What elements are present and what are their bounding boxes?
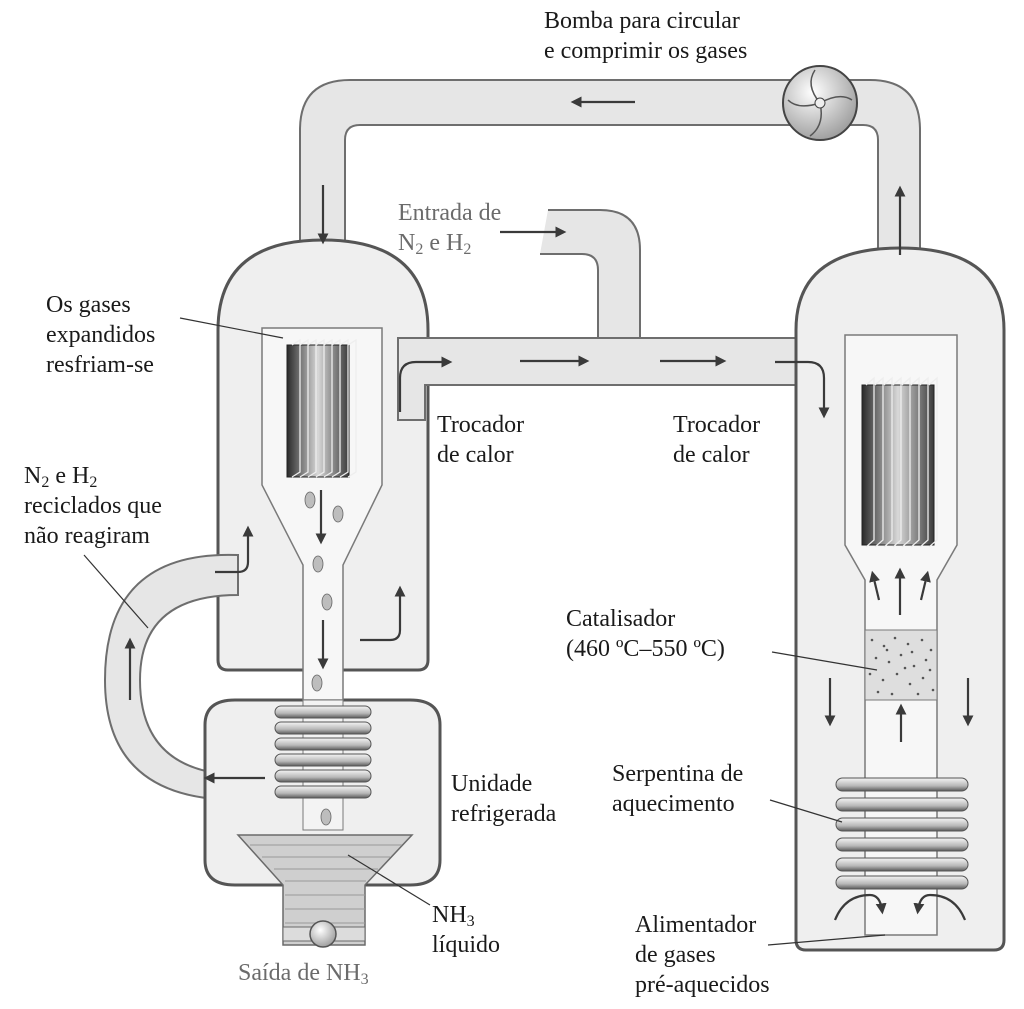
recycle-label-line3: não reagiram [24,523,150,549]
catalyst-label [566,604,725,664]
feeder-label-line1: Alimentador [635,912,757,938]
expanded-label-line2: expandidos [46,322,156,348]
right-heat-exchanger [862,378,937,547]
hx-left-line2: de calor [437,442,514,468]
catalyst-label-line2: (460 ºC–550 ºC) [566,636,725,662]
ammonia-outlet-label: Saída de $NH_3$ [238,960,369,988]
pump-label-line2: e comprimir os gases [544,38,748,64]
coil-label-line2: aquecimento [612,791,735,817]
recycled-gases-label [24,461,162,551]
cooling-label-line1: Unidade [451,771,533,797]
nh3-label-line1: $NH_3$ [432,902,475,930]
middle-pipe [398,338,848,420]
catalyst-label-line1: Catalisador [566,606,676,632]
cooling-label-line2: refrigerada [451,801,557,827]
nh3-label-line2: líquido [432,932,501,958]
inlet-label-line2: $N_2$ e $H_2$ [398,230,472,258]
hx-right-line1: Trocador [673,412,761,438]
catalyst-bed [865,630,937,700]
outlet-valve [310,921,336,947]
recycle-label-line1: $N_2$ e $H_2$ [24,463,98,491]
hx-right-line2: de calor [673,442,750,468]
heat-exchanger-right-label [673,410,760,470]
inlet-label [398,198,501,258]
coil-label-line1: Serpentina de [612,761,744,787]
heat-exchanger-left-label [437,410,524,470]
recycle-label-line2: reciclados que [24,493,162,519]
feeder-label-line3: pré-aquecidos [635,972,770,998]
expanded-label-line3: resfriam-se [46,352,154,378]
feeder-label-line2: de gases [635,942,716,968]
left-heat-exchanger [287,340,356,477]
expanded-gases-label [46,290,155,380]
cooling-unit-label [451,769,556,829]
expanded-label-line1: Os gases [46,292,131,318]
hx-left-line1: Trocador [437,412,525,438]
pump [783,66,857,140]
pump-label [544,6,747,66]
inlet-pipe [540,210,640,338]
inlet-label-line1: Entrada de [398,200,502,226]
preheated-feeder-label [635,910,770,1000]
heating-coil-label [612,759,743,819]
pump-label-line1: Bomba para circular [544,8,740,34]
liquid-ammonia-label [432,900,500,960]
